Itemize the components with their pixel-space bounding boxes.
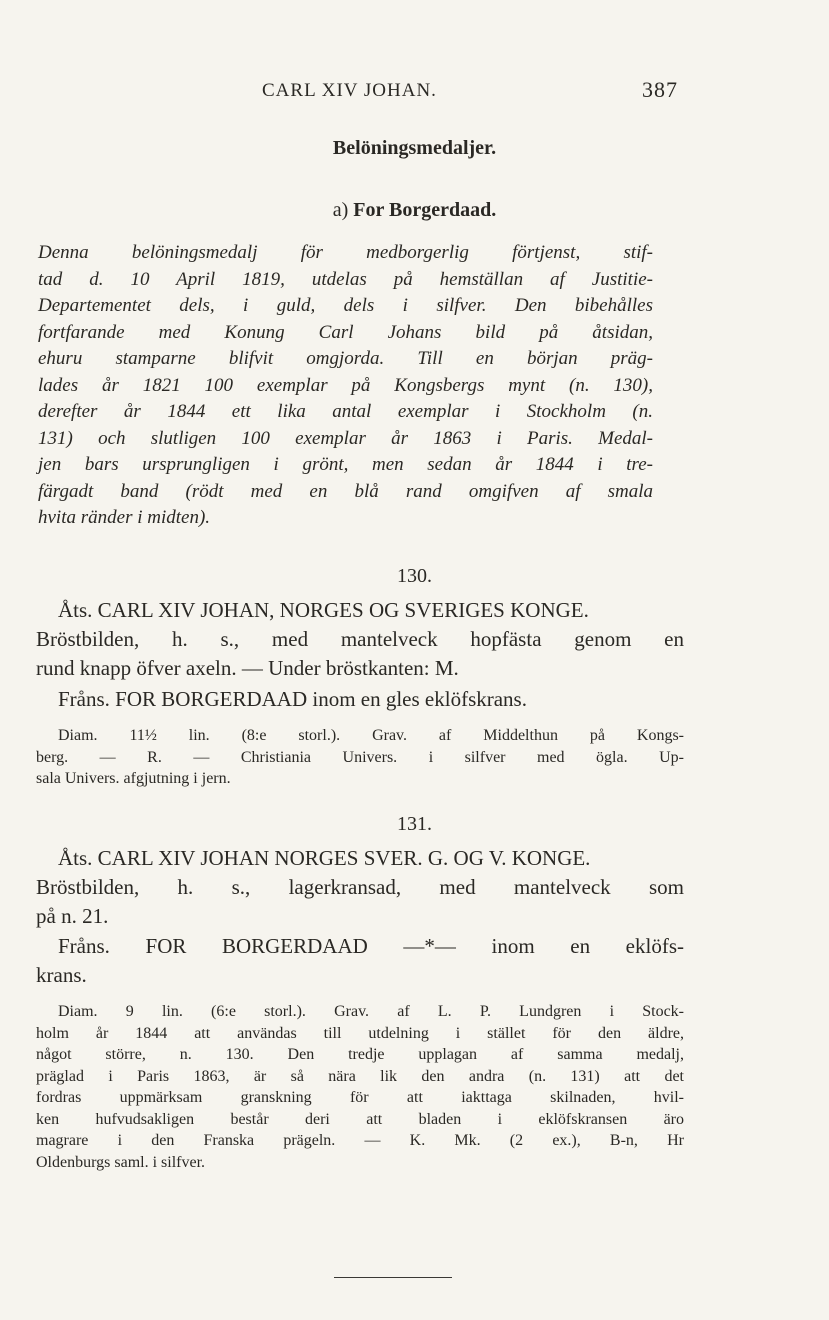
subsection-title: For Borgerdaad. — [353, 199, 497, 221]
running-header: CARL XIV JOHAN. — [262, 80, 437, 101]
entry-130-reverse — [36, 685, 684, 714]
intro-line: jen bars ursprungligen i grönt, men sedan år 1844 i tre- — [38, 454, 653, 475]
entry-130-note — [36, 725, 684, 790]
reverse-line: Fråns. FOR BORGERDAAD —*— inom en eklöfs- — [58, 934, 684, 958]
intro-line: derefter år 1844 ett lika antal exemplar i Stockholm (n. — [38, 401, 653, 422]
section-heading: Belöningsmedaljer. — [332, 137, 497, 159]
intro-line: Denna belöningsmedalj för medborgerlig förtjenst, stif- — [38, 242, 653, 263]
note-line: präglad i Paris 1863, är så nära lik den andra (n. 131) att det — [36, 1067, 684, 1085]
entry-131-reverse — [36, 932, 684, 990]
intro-line: Departementet dels, i guld, dels i silfver. Den bibehålles — [38, 295, 653, 316]
obverse-line: Åts. CARL XIV JOHAN, NORGES OG SVERIGES KONGE. — [58, 598, 589, 622]
note-line: Diam. 9 lin. (6:e storl.). Grav. af L. P. Lundgren i Stock- — [58, 1003, 684, 1020]
note-line: holm år 1844 att användas till utdelning i stället för den äldre, — [36, 1024, 684, 1042]
note-line: Oldenburgs saml. i silfver. — [36, 1153, 206, 1171]
entry-131-note — [36, 1001, 684, 1173]
obverse-line: Bröstbilden, h. s., lagerkransad, med mantelveck som — [36, 875, 684, 899]
intro-paragraph — [38, 240, 653, 532]
intro-line: tad d. 10 April 1819, utdelas på hemställan af Justitie- — [38, 268, 653, 290]
reverse-line: Fråns. FOR BORGERDAAD inom en gles eklöfskrans. — [58, 687, 527, 711]
note-line: berg. — R. — Christiania Univers. i silfver med ögla. Up- — [36, 748, 684, 766]
note-line: Diam. 11½ lin. (8:e storl.). Grav. af Middelthun på Kongs- — [58, 727, 684, 744]
subsection-prefix: a) — [332, 199, 349, 221]
intro-line: färgadt band (rödt med en blå rand omgifven af smala — [38, 480, 653, 502]
obverse-line: Bröstbilden, h. s., med mantelveck hopfästa genom en — [36, 627, 684, 651]
note-line: ken hufvudsakligen består deri att bladen i eklöfskransen äro — [36, 1110, 684, 1128]
entry-130-obverse — [36, 596, 684, 683]
note-line: magrare i den Franska prägeln. — K. Mk. (2 ex.), B-n, Hr — [36, 1132, 684, 1149]
obverse-line: rund knapp öfver axeln. — Under bröstkanten: M. — [36, 656, 459, 680]
subsection-heading — [0, 199, 829, 222]
intro-line: 131) och slutligen 100 exemplar år 1863 i Paris. Medal- — [38, 427, 653, 449]
note-line: något större, n. 130. Den tredje upplagan af samma medalj, — [36, 1046, 684, 1063]
intro-line: fortfarande med Konung Carl Johans bild på åtsidan, — [38, 321, 653, 343]
intro-line: hvita ränder i midten). — [38, 507, 211, 528]
closing-rule — [334, 1277, 452, 1278]
page-number: 387 — [642, 77, 678, 102]
intro-line: ehuru stamparne blifvit omgjorda. Till en början präg- — [38, 348, 653, 369]
obverse-line: på n. 21. — [36, 904, 109, 928]
entry-number-130: 130. — [397, 565, 432, 587]
intro-line: lades år 1821 100 exemplar på Kongsbergs mynt (n. 130), — [38, 374, 653, 396]
reverse-line: krans. — [36, 963, 87, 987]
note-line: fordras uppmärksam granskning för att iakttaga skilnaden, hvil- — [36, 1089, 684, 1106]
note-line: sala Univers. afgjutning i jern. — [36, 770, 231, 787]
obverse-line: Åts. CARL XIV JOHAN NORGES SVER. G. OG V. KONGE. — [58, 846, 591, 870]
entry-131-obverse — [36, 844, 684, 931]
entry-number-131: 131. — [397, 813, 432, 835]
